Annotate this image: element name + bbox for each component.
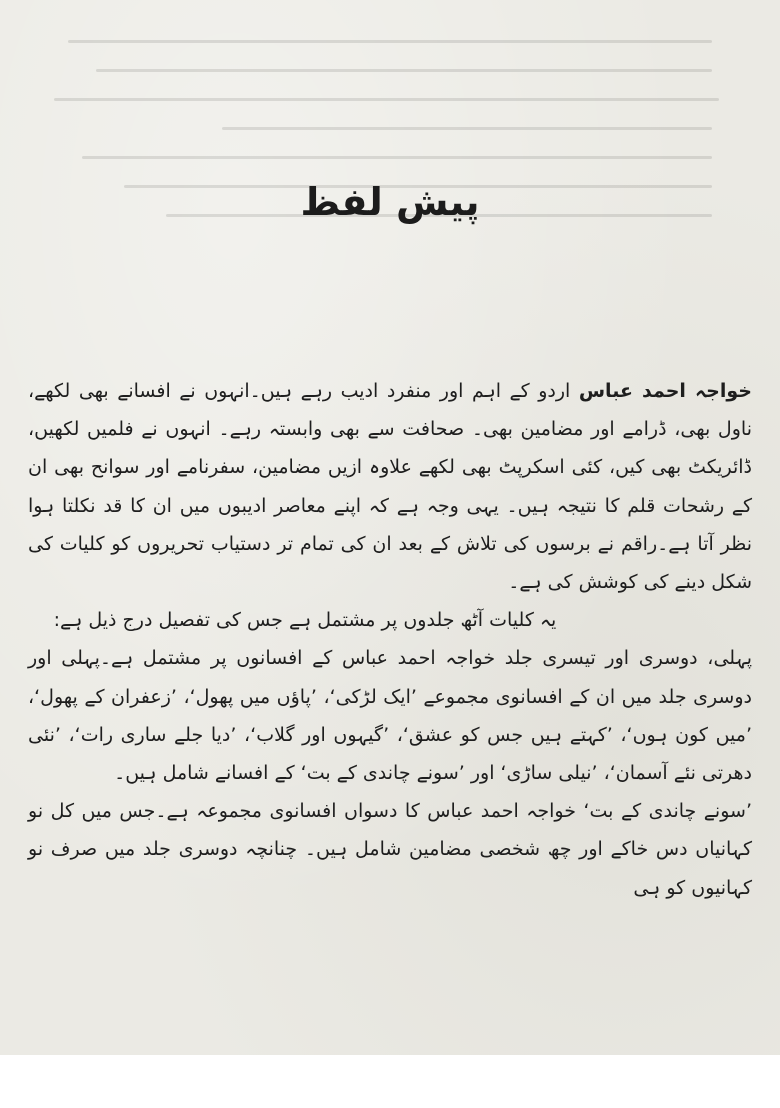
author-name: خواجہ احمد عباس — [578, 380, 752, 402]
page-title: پیش لفظ — [300, 180, 480, 224]
volumes-intro: یہ کلیات آٹھ جلدوں پر مشتمل ہے جس کی تفصیل درج ذیل ہے: — [53, 609, 557, 632]
body-text — [28, 372, 752, 907]
bleed-through-text — [40, 40, 740, 270]
intro-paragraph — [28, 372, 752, 601]
intro-text: اردو کے اہم اور منفرد ادیب رہے ہیں۔انہوں نے افسانے بھی لکھے، ناول بھی، ڈرامے اور مضامین بھی۔ صحافت سے بھی وابستہ رہے۔ انہوں نے فلمیں لکھیں، ڈائریکٹ بھی کیں، کئی اسکرپٹ بھی لکھے علاوہ ازیں مضامین، سفرنامے اور سوانح بھی ان کے رشحات قلم کا نتیجہ ہیں۔ یہی وجہ ہے کہ اپنے معاصر ادیبوں میں ان کا قد نکلتا ہوا نظر آتا ہے۔راقم نے برسوں کی تلاش کے بعد ان کی تمام تر دستیاب تحریروں کو کلیات کی شکل دینے کی کوشش کی ہے۔ — [28, 380, 752, 594]
volumes-paragraph: پہلی، دوسری اور تیسری جلد خواجہ احمد عباس کے افسانوں پر مشتمل ہے۔پہلی اور دوسری جلد میں ان کے افسانوی مجموعے ’ایک لڑکی‘، ’پاؤں میں پھول‘، ’زعفران کے پھول‘، ’میں کون ہوں‘، ’کہتے ہیں جس کو عشق‘، ’گیہوں اور گلاب‘، ’دیا جلے ساری رات‘، ’نئی دھرتی نئے آسمان‘، ’نیلی ساڑی‘ اور ’سونے چاندی کے بت‘ کے افسانے شامل ہیں۔ — [28, 647, 752, 785]
collection-paragraph: ’سونے چاندی کے بت‘ خواجہ احمد عباس کا دسواں افسانوی مجموعہ ہے۔جس میں کل نو کہانیاں دس خاکے اور چھ شخصی مضامین شامل ہیں۔ چنانچہ دوسری جلد میں صرف نو کہانیوں کو ہی — [28, 800, 752, 899]
